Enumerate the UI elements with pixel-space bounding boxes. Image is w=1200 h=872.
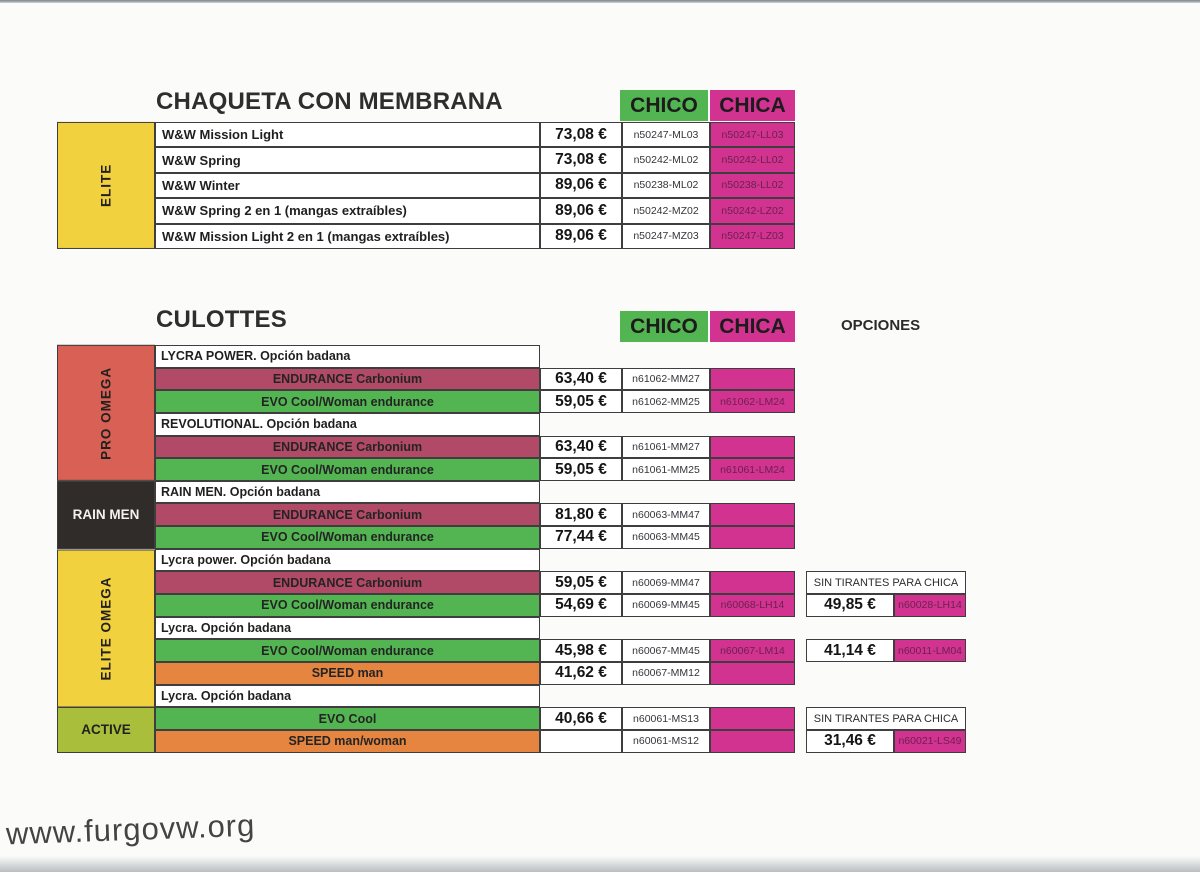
product-name-cell: SPEED man: [155, 662, 540, 685]
product-name-cell: EVO Cool/Woman endurance: [155, 526, 540, 549]
chico-code-cell: n50242-MZ02: [622, 198, 710, 223]
price-cell: 59,05 €: [540, 458, 622, 481]
price-cell: 73,08 €: [540, 147, 622, 172]
opciones-header: OPCIONES: [841, 317, 921, 334]
product-name-cell: ENDURANCE Carbonium: [155, 368, 540, 391]
product-name-cell: W&W Spring: [155, 147, 540, 172]
chica-code-cell: n50242-LL02: [710, 147, 795, 172]
chica-code-cell: [710, 436, 795, 459]
chica-code-cell: n50247-LL03: [710, 122, 795, 147]
price-cell: 54,69 €: [540, 594, 622, 617]
section-row-label: Lycra. Opción badana: [155, 617, 540, 640]
price-cell: 63,40 €: [540, 368, 622, 391]
culottes-chica-header: CHICA: [710, 311, 795, 342]
chico-code-cell: n60069-MM45: [622, 594, 710, 617]
culottes-table: [57, 345, 966, 753]
product-name-cell: EVO Cool/Woman endurance: [155, 458, 540, 481]
chico-code-cell: n60067-MM12: [622, 662, 710, 685]
chico-code-cell: n60069-MM47: [622, 571, 710, 594]
chico-code-cell: n50247-MZ03: [622, 224, 710, 249]
category-label-rain-men: RAIN MEN: [57, 481, 155, 549]
chica-code-cell: n60068-LH14: [710, 594, 795, 617]
price-cell: 59,05 €: [540, 571, 622, 594]
opcion-price-cell: 49,85 €: [806, 594, 894, 617]
price-cell: 63,40 €: [540, 436, 622, 459]
chica-code-cell: [710, 730, 795, 753]
scan-edge-bottom: [0, 856, 1200, 872]
culottes-chico-header: CHICO: [620, 311, 708, 342]
product-name-cell: W&W Spring 2 en 1 (mangas extraíbles): [155, 198, 540, 223]
chica-code-cell: n61061-LM24: [710, 458, 795, 481]
product-name-cell: ENDURANCE Carbonium: [155, 436, 540, 459]
chica-code-cell: n50242-LZ02: [710, 198, 795, 223]
category-label-active: ACTIVE: [57, 707, 155, 752]
chico-code-cell: n60067-MM45: [622, 639, 710, 662]
price-cell: 73,08 €: [540, 122, 622, 147]
jackets-table: [57, 122, 795, 249]
product-name-cell: EVO Cool/Woman endurance: [155, 639, 540, 662]
chico-code-cell: n50247-ML03: [622, 122, 710, 147]
jackets-title: CHAQUETA CON MEMBRANA: [156, 88, 503, 115]
price-cell: 40,66 €: [540, 707, 622, 730]
chica-code-cell: [710, 707, 795, 730]
price-cell: 45,98 €: [540, 639, 622, 662]
product-name-cell: ENDURANCE Carbonium: [155, 571, 540, 594]
category-label-elite: ELITE: [57, 122, 155, 249]
chica-code-cell: n50238-LL02: [710, 173, 795, 198]
price-cell: 59,05 €: [540, 390, 622, 413]
chico-code-cell: n60061-MS13: [622, 707, 710, 730]
price-cell: 89,06 €: [540, 198, 622, 223]
category-label-pro-omega: PRO OMEGA: [57, 345, 155, 481]
chica-code-cell: [710, 526, 795, 549]
section-row-label: LYCRA POWER. Opción badana: [155, 345, 540, 368]
product-name-cell: SPEED man/woman: [155, 730, 540, 753]
chica-code-cell: n50247-LZ03: [710, 224, 795, 249]
scan-edge-top: [0, 0, 1200, 3]
chico-code-cell: n60063-MM47: [622, 503, 710, 526]
chico-code-cell: n61062-MM25: [622, 390, 710, 413]
section-row-label: Lycra power. Opción badana: [155, 549, 540, 572]
opcion-code-cell: n60011-LM04: [894, 639, 966, 662]
opcion-note-cell: SIN TIRANTES PARA CHICA: [806, 707, 966, 730]
section-row-label: REVOLUTIONAL. Opción badana: [155, 413, 540, 436]
chico-code-cell: n61061-MM27: [622, 436, 710, 459]
opcion-code-cell: n60021-LS49: [894, 730, 966, 753]
product-name-cell: EVO Cool: [155, 707, 540, 730]
opcion-note-cell: SIN TIRANTES PARA CHICA: [806, 571, 966, 594]
product-name-cell: ENDURANCE Carbonium: [155, 503, 540, 526]
chica-code-cell: [710, 571, 795, 594]
product-name-cell: EVO Cool/Woman endurance: [155, 390, 540, 413]
chica-code-cell: n60067-LM14: [710, 639, 795, 662]
chica-code-cell: [710, 503, 795, 526]
opcion-price-cell: 31,46 €: [806, 730, 894, 753]
product-name-cell: W&W Mission Light: [155, 122, 540, 147]
price-cell: 41,62 €: [540, 662, 622, 685]
chico-code-cell: n50242-ML02: [622, 147, 710, 172]
price-cell: 89,06 €: [540, 224, 622, 249]
chico-code-cell: n61061-MM25: [622, 458, 710, 481]
chico-code-cell: n60063-MM45: [622, 526, 710, 549]
chico-code-cell: n50238-ML02: [622, 173, 710, 198]
chica-code-cell: n61062-LM24: [710, 390, 795, 413]
watermark: www.furgovw.org: [5, 807, 256, 852]
chico-code-cell: n61062-MM27: [622, 368, 710, 391]
chica-code-cell: [710, 662, 795, 685]
chico-code-cell: n60061-MS12: [622, 730, 710, 753]
category-label-elite-omega: ELITE OMEGA: [57, 549, 155, 707]
section-row-label: RAIN MEN. Opción badana: [155, 481, 540, 504]
jackets-chico-header: CHICO: [620, 90, 708, 121]
jackets-chica-header: CHICA: [710, 90, 795, 121]
price-cell: 81,80 €: [540, 503, 622, 526]
chica-code-cell: [710, 368, 795, 391]
product-name-cell: EVO Cool/Woman endurance: [155, 594, 540, 617]
opcion-price-cell: 41,14 €: [806, 639, 894, 662]
section-row-label: Lycra. Opción badana: [155, 685, 540, 708]
price-cell: 89,06 €: [540, 173, 622, 198]
opcion-code-cell: n60028-LH14: [894, 594, 966, 617]
culottes-title: CULOTTES: [156, 306, 287, 333]
price-cell: 77,44 €: [540, 526, 622, 549]
price-cell: [540, 730, 622, 753]
product-name-cell: W&W Winter: [155, 173, 540, 198]
product-name-cell: W&W Mission Light 2 en 1 (mangas extraíbles): [155, 224, 540, 249]
